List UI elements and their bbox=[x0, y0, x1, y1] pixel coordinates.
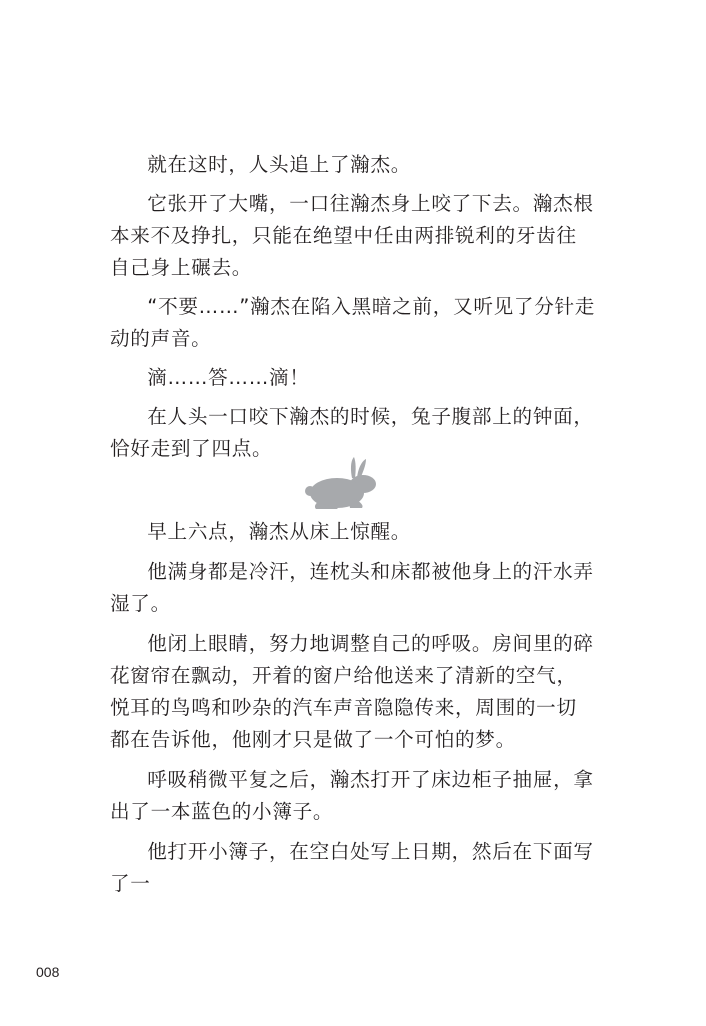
rabbit-icon bbox=[304, 456, 382, 510]
paragraph: 呼吸稍微平复之后，瀚杰打开了床边柜子抽屉，拿出了一本蓝色的小簿子。 bbox=[110, 768, 594, 823]
paragraph: “不要……”瀚杰在陷入黑暗之前，又听见了分针走动的声音。 bbox=[110, 295, 596, 350]
page-number: 008 bbox=[36, 964, 60, 980]
text-section-1 bbox=[110, 149, 596, 472]
paragraph: 它张开了大嘴，一口往瀚杰身上咬了下去。瀚杰根本来不及挣扎，只能在绝望中任由两排锐利的牙齿往自己身上碾去。 bbox=[110, 192, 594, 279]
text-section-2 bbox=[110, 516, 596, 908]
paragraph: 滴……答……滴！ bbox=[147, 366, 310, 389]
paragraph: 他闭上眼睛，努力地调整自己的呼吸。房间里的碎花窗帘在飘动，开着的窗户给他送来了清新的空气，悦耳的鸟鸣和吵杂的汽车声音隐隐传来，周围的一切都在告诉他，他刚才只是做了一个可怕的梦。 bbox=[110, 632, 594, 751]
paragraph: 就在这时，人头追上了瀚杰。 bbox=[147, 153, 412, 176]
paragraph: 早上六点，瀚杰从床上惊醒。 bbox=[147, 520, 412, 543]
paragraph: 在人头一口咬下瀚杰的时候，兔子腹部上的钟面，恰好走到了四点。 bbox=[110, 405, 594, 460]
section-divider bbox=[304, 456, 382, 510]
paragraph: 他满身都是冷汗，连枕头和床都被他身上的汗水弄湿了。 bbox=[110, 560, 594, 615]
paragraph: 他打开小簿子，在空白处写上日期，然后在下面写了一 bbox=[110, 840, 594, 895]
